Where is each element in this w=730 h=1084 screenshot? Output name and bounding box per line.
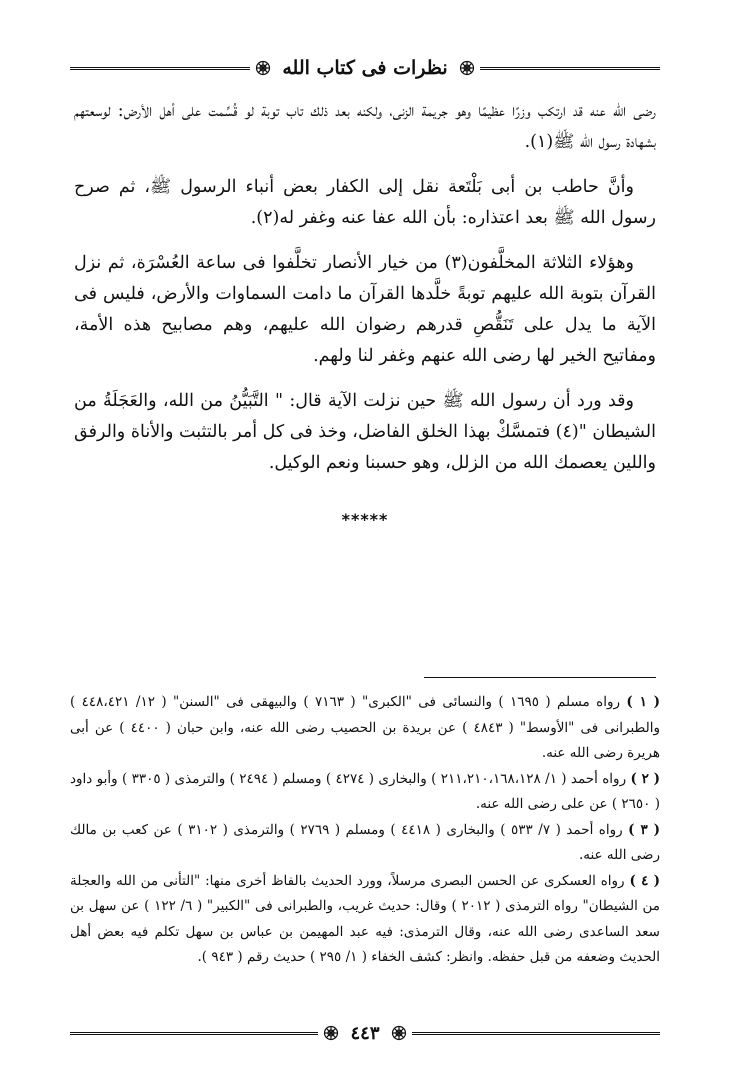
footnote-text: رواه مسلم ( ١٦٩٥ ) والنسائى فى "الكبرى" ( ٧١٦٣ ) والبيهقى فى "السنن" ( ١٢/ ٤٤٨،٤٢١ ) والطبرانى فى "الأوسط" ( ٤٨٤٣ ) عن بريدة بن الحصيب رضى الله عنه، وابن حبان ( ٤٤٠٠ ) عن أبى هريرة رضى الله عنه. — [70, 694, 660, 761]
footnote-text: رواه أحمد ( ٧/ ٥٣٣ ) والبخارى ( ٤٤١٨ ) ومسلم ( ٢٧٦٩ ) والترمذى ( ٣١٠٢ ) عن كعب بن مالك رضى الله عنه. — [70, 821, 660, 863]
footnote-text: رواه أحمد ( ١/ ٢١١،٢١٠،١٦٨،١٢٨ ) والبخارى ( ٤٢٧٤ ) ومسلم ( ٢٤٩٤ ) والترمذى ( ٣٣٠٥ ) وأبو داود ( ٢٦٥٠ ) عن على رضى الله عنه. — [70, 770, 660, 812]
header-rule-right — [480, 67, 660, 70]
footnote — [70, 690, 660, 767]
section-separator: ***** — [341, 510, 389, 529]
footnote — [70, 767, 660, 818]
footnote — [70, 869, 660, 971]
rosette-ornament-icon — [255, 60, 271, 76]
main-text — [74, 96, 656, 493]
footnote-number: ( ٢ ) — [630, 770, 660, 787]
rosette-ornament-icon — [323, 1025, 339, 1041]
body-paragraph: وقد ورد أن رسول الله ﷺ حين نزلت الآية قال: " التَّبَيُّنُ من الله، والعَجَلَةُ من الشيطان "(٤) فتمسَّكْ بهذا الخلق الفاضل، وخذ فى كل أمر بالتثبت والأناة والرفق واللين يعصمك الله من الزلل، وهو حسبنا ونعم الوكيل. — [74, 391, 656, 473]
running-header — [70, 50, 660, 86]
footnote-number: ( ١ ) — [626, 694, 661, 710]
rosette-ornament-icon — [459, 60, 475, 76]
page-number: ٤٤٣ — [350, 1022, 380, 1044]
footnote-rule — [424, 677, 656, 678]
footnote-text: رواه العسكرى عن الحسن البصرى مرسلاً، وورد الحديث بالفاظ أخرى منها: "التأنى من الله والعجلة من الشيطان" رواه الترمذى ( ٢٠١٢ ) وقال: حديث غريب، والطبرانى فى "الكبير" ( ٦/ ١٢٢ ) عن سهل بن سعد الساعدى رضى الله عنه، وقال الترمذى: فيه عبد المهيمن بن عباس بن سهل تكلم فيه بعض أهل الحديث وضعفه من قبل حفظه. وانظر: كشف الخفاء ( ١/ ٢٩٥ ) حديث رقم ( ٩٤٣ ). — [70, 872, 661, 965]
header-title: نظرات فى كتاب الله — [282, 57, 448, 79]
footnotes — [70, 690, 660, 971]
page-footer — [70, 1018, 660, 1048]
footnote — [70, 818, 660, 869]
header-rule-left — [70, 67, 250, 70]
footnote-number: ( ٣ ) — [628, 821, 661, 838]
footer-rule-left — [70, 1032, 319, 1035]
rosette-ornament-icon — [391, 1025, 407, 1041]
footer-rule-right — [412, 1032, 661, 1035]
footnote-number: ( ٤ ) — [629, 872, 661, 889]
body-paragraph: وأنَّ حاطب بن أبى بَلْتَعة نقل إلى الكفار بعض أنباء الرسول ﷺ، ثم صرح رسول الله ﷺ بعد اعتذاره: بأن الله عفا عنه وغفر له(٢). — [74, 177, 656, 228]
body-paragraph: رضى الله عنه قد ارتكب وزرًا عظيمًا وهو جريمة الزنى، ولكنه بعد ذلك تاب توبة لو قُسِّمت على أهل الأرض: لوسعتهم بشهادة رسول الله ﷺ(١). — [74, 101, 656, 152]
body-paragraph: وهؤلاء الثلاثة المخلَّفون(٣) من خيار الأنصار تخلَّفوا فى ساعة العُسْرَة، ثم نزل القرآن بتوبة الله عليهم توبةً خلَّدها القرآن ما دامت السماوات والأرض، فليس فى الآية ما يدل على تَنَقُّصِ قدرهم رضوان الله عليهم، وهم مصابيح هذه الأمة، ومفاتيح الخير لها رضى الله عنهم وغفر لنا ولهم. — [74, 253, 656, 366]
